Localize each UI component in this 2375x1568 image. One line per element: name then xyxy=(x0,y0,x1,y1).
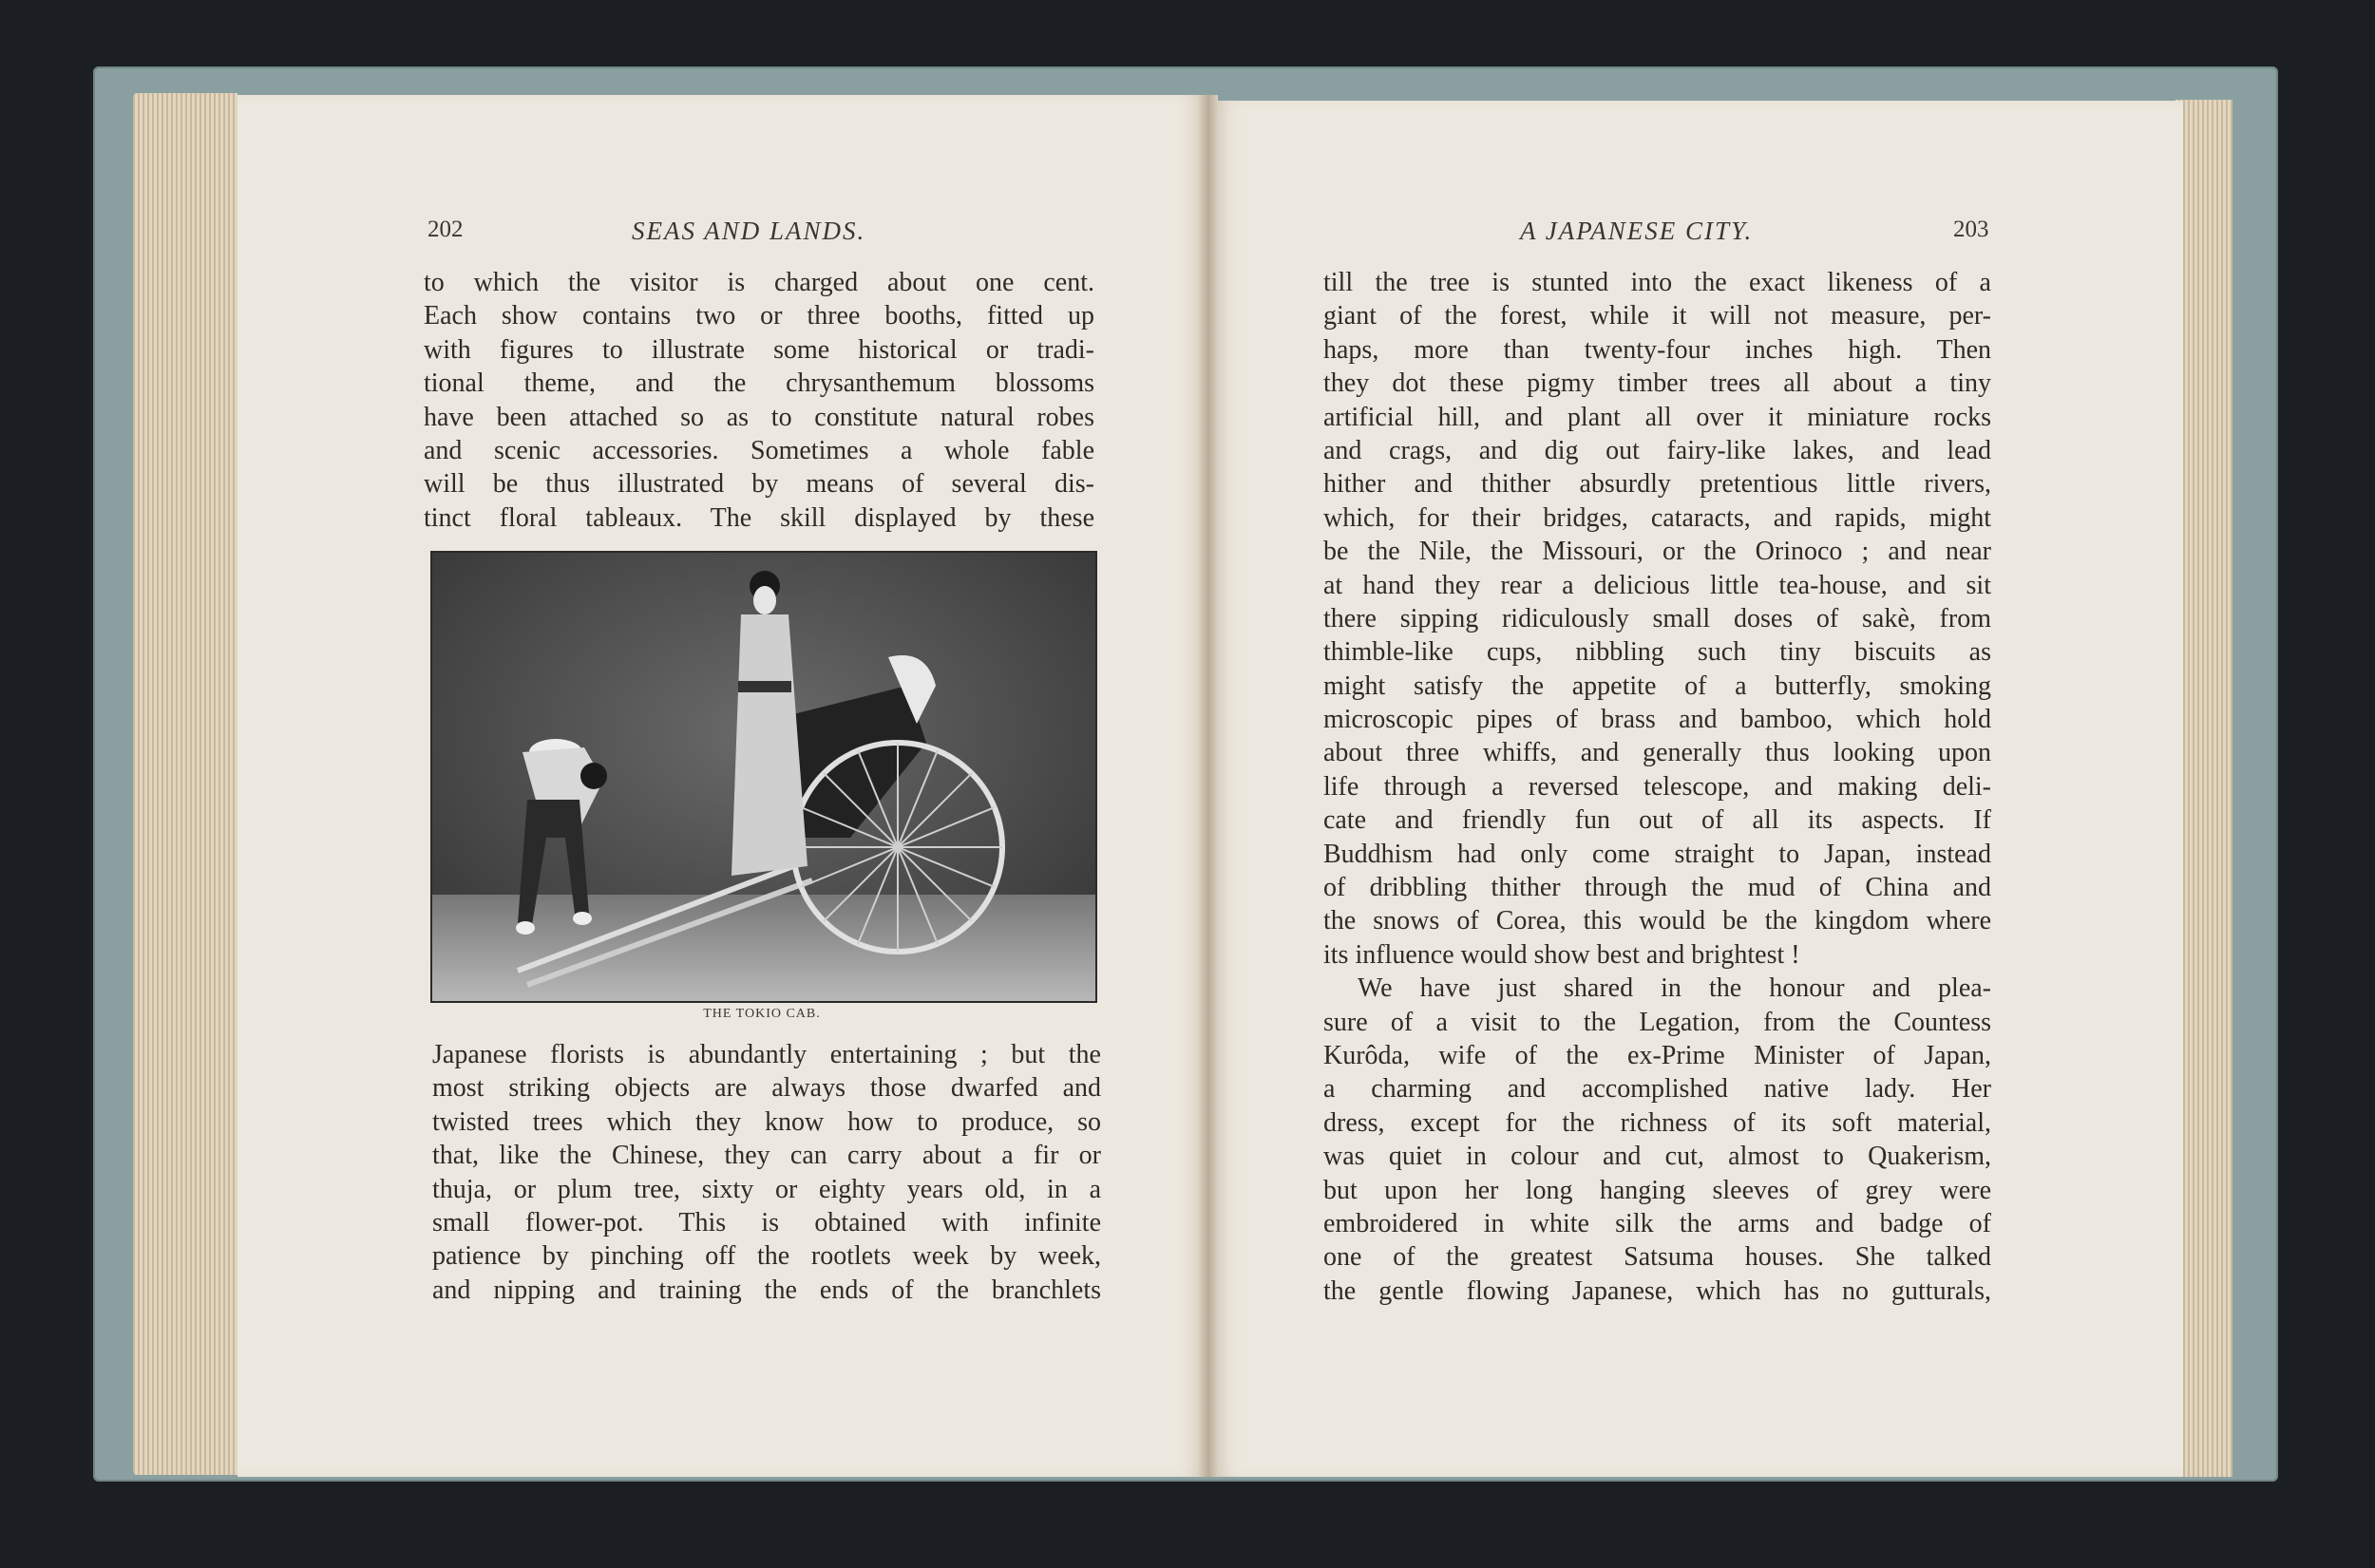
right-page-number: 203 xyxy=(1953,217,1989,242)
text-line: dress, except for the richness of its soft material, xyxy=(1323,1107,1991,1138)
text-line: will be thus illustrated by means of several dis- xyxy=(424,469,1094,500)
text-line: might satisfy the appetite of a butterfly, smoking xyxy=(1323,671,1991,701)
text-line: tinct floral tableaux. The skill displayed by these xyxy=(424,502,1094,533)
text-line: there sipping ridiculously small doses of sakè, from xyxy=(1323,603,1991,633)
text-line: a charming and accomplished native lady. Her xyxy=(1323,1074,1991,1105)
text-line: and nipping and training the ends of the branchlets xyxy=(432,1275,1101,1305)
text-line: and scenic accessories. Sometimes a whole fable xyxy=(424,435,1094,465)
text-line: sure of a visit to the Legation, from the Countess xyxy=(1323,1007,1991,1037)
text-line: the snows of Corea, this would be the kingdom where xyxy=(1323,906,1991,936)
text-line: its influence would show best and brightest ! xyxy=(1323,939,1800,970)
text-line: patience by pinching off the rootlets week by week, xyxy=(432,1241,1101,1272)
text-line: which, for their bridges, cataracts, and rapids, might xyxy=(1323,502,1991,533)
text-line: but upon her long hanging sleeves of grey were xyxy=(1323,1175,1991,1205)
text-line: one of the greatest Satsuma houses. She talked xyxy=(1323,1242,1991,1273)
text-line: most striking objects are always those dwarfed and xyxy=(432,1073,1101,1104)
text-line: microscopic pipes of brass and bamboo, which hold xyxy=(1323,705,1991,735)
text-line: embroidered in white silk the arms and badge of xyxy=(1323,1208,1991,1238)
text-line: of dribbling thither through the mud of China and xyxy=(1323,873,1991,903)
text-line: Buddhism had only come straight to Japan, instead xyxy=(1323,839,1991,869)
left-page-number: 202 xyxy=(428,217,464,242)
right-running-title: A JAPANESE CITY. xyxy=(1520,217,1754,245)
left-running-title: SEAS AND LANDS. xyxy=(632,217,866,245)
rickshaw-photo xyxy=(432,553,1095,1001)
text-line: small flower-pot. This is obtained with infinite xyxy=(432,1207,1101,1237)
text-line: Each show contains two or three booths, fitted up xyxy=(424,301,1094,331)
text-line: Kurôda, wife of the ex-Prime Minister of Japan, xyxy=(1323,1040,1991,1070)
text-line: they dot these pigmy timber trees all about a tiny xyxy=(1323,368,1991,399)
text-line: thuja, or plum tree, sixty or eighty years old, in a xyxy=(432,1174,1101,1204)
text-line: with figures to illustrate some historical or tradi- xyxy=(424,334,1094,365)
text-line: at hand they rear a delicious little tea-house, and sit xyxy=(1323,570,1991,600)
text-line: have been attached so as to constitute natural robes xyxy=(424,402,1094,432)
text-line: till the tree is stunted into the exact likeness of a xyxy=(1323,268,1991,297)
text-line: that, like the Chinese, they can carry about a fir or xyxy=(432,1141,1101,1171)
page-edges-left xyxy=(133,93,238,1475)
text-line: giant of the forest, while it will not measure, per- xyxy=(1323,301,1991,331)
text-line: artificial hill, and plant all over it miniature rocks xyxy=(1323,402,1991,432)
plate-caption: THE TOKIO CAB. xyxy=(703,1007,821,1021)
text-line: hither and thither absurdly pretentious little rivers, xyxy=(1323,469,1991,500)
text-line: about three whiffs, and generally thus looking upon xyxy=(1323,738,1991,768)
text-line: haps, more than twenty-four inches high. Then xyxy=(1323,334,1991,365)
text-line: Japanese florists is abundantly entertaining ; but the xyxy=(432,1040,1101,1069)
left-text-bottom xyxy=(432,1038,1101,1307)
text-line: cate and friendly fun out of all its aspects. If xyxy=(1323,805,1991,836)
text-line: We have just shared in the honour and plea- xyxy=(1358,973,1991,1004)
book-gutter xyxy=(1199,95,1218,1477)
text-line: was quiet in colour and cut, almost to Quakerism, xyxy=(1323,1142,1991,1172)
illustration-tokio-cab xyxy=(430,551,1097,1003)
text-line: life through a reversed telescope, and making deli- xyxy=(1323,771,1991,802)
text-line: be the Nile, the Missouri, or the Orinoco ; and near xyxy=(1323,537,1991,567)
text-line: the gentle flowing Japanese, which has no gutturals, xyxy=(1323,1275,1991,1306)
page-edges-right xyxy=(2176,100,2232,1477)
text-line: twisted trees which they know how to produce, so xyxy=(432,1106,1101,1137)
right-text xyxy=(1323,266,1991,1308)
text-line: to which the visitor is charged about one cent. xyxy=(424,268,1094,297)
text-line: thimble-like cups, nibbling such tiny biscuits as xyxy=(1323,637,1991,668)
text-line: and crags, and dig out fairy-like lakes, and lead xyxy=(1323,435,1991,465)
text-line: tional theme, and the chrysanthemum blossoms xyxy=(424,368,1094,399)
left-text-top xyxy=(424,266,1094,535)
